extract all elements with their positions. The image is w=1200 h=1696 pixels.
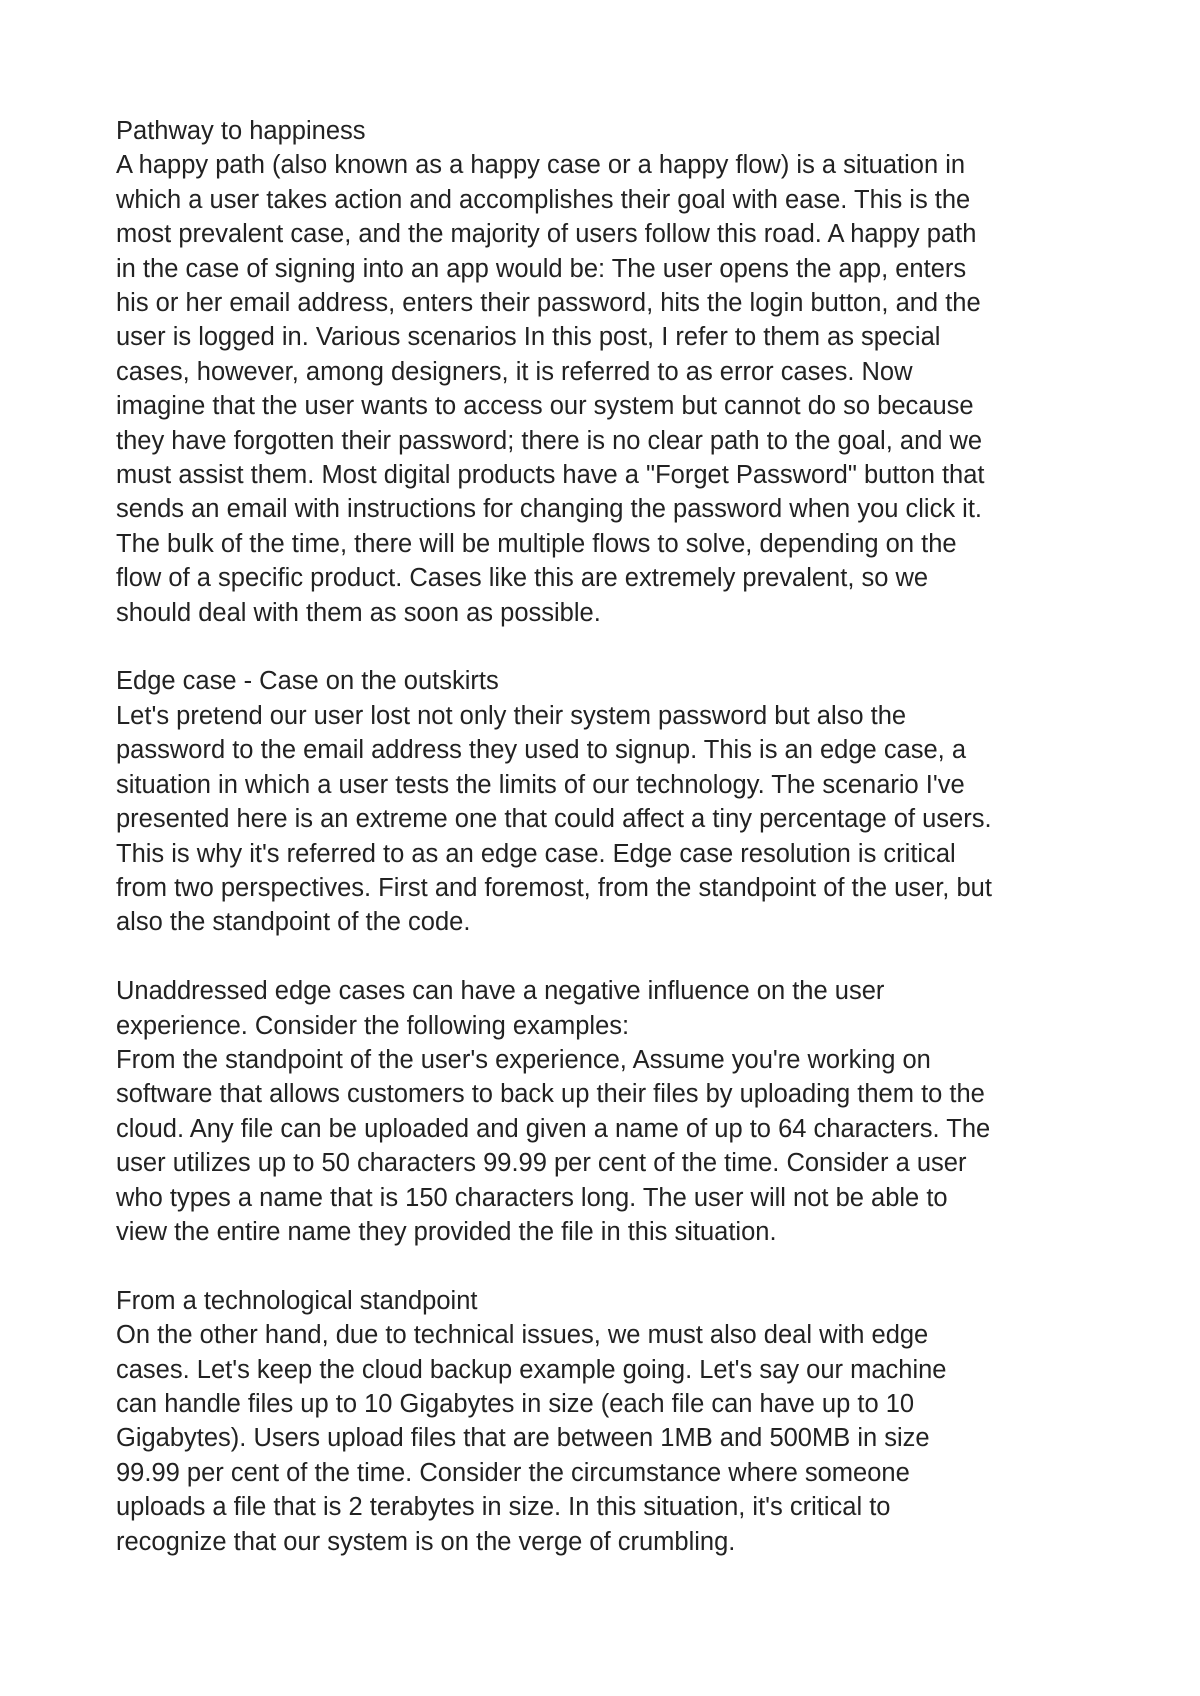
paragraph-line: imagine that the user wants to access our system but cannot do so because [116, 392, 974, 421]
section-gap [116, 940, 1116, 974]
paragraph-line: On the other hand, due to technical issues, we must also deal with edge [116, 1321, 929, 1350]
document-page [116, 114, 1116, 1559]
paragraph-line: flow of a specific product. Cases like this are extremely prevalent, so we [116, 564, 929, 593]
paragraph-line: cases. Let's keep the cloud backup example going. Let's say our machine [116, 1355, 947, 1384]
paragraph-line: experience. Consider the following examples: [116, 1011, 630, 1040]
paragraph-line: 99.99 per cent of the time. Consider the circumstance where someone [116, 1458, 910, 1487]
paragraph-line: can handle files up to 10 Gigabytes in size (each file can have up to 10 [116, 1389, 915, 1418]
paragraph-line: recognize that our system is on the verge of crumbling. [116, 1527, 736, 1556]
paragraph-line: his or her email address, enters their password, hits the login button, and the [116, 289, 981, 318]
paragraph-line: view the entire name they provided the file in this situation. [116, 1217, 777, 1246]
section-gap [116, 1249, 1116, 1283]
paragraph-line: in the case of signing into an app would be: The user opens the app, enters [116, 254, 967, 283]
section-heading: Edge case - Case on the outskirts [116, 667, 499, 696]
paragraph-line: should deal with them as soon as possible. [116, 598, 601, 627]
paragraph-line: most prevalent case, and the majority of users follow this road. A happy path [116, 220, 977, 249]
paragraph-line: must assist them. Most digital products have a "Forget Password" button that [116, 461, 985, 490]
paragraph-line: user is logged in. Various scenarios In this post, I refer to them as special [116, 323, 941, 352]
paragraph [116, 974, 1116, 1249]
paragraph-line: also the standpoint of the code. [116, 908, 471, 937]
paragraph-line: presented here is an extreme one that could affect a tiny percentage of users. [116, 805, 992, 834]
document-section [116, 974, 1116, 1249]
paragraph-line: cases, however, among designers, it is referred to as error cases. Now [116, 357, 913, 386]
paragraph [116, 1318, 1116, 1559]
paragraph-line: uploads a file that is 2 terabytes in size. In this situation, it's critical to [116, 1493, 891, 1522]
section-heading: Pathway to happiness [116, 117, 366, 145]
document-section [116, 114, 1116, 630]
paragraph-line: which a user takes action and accomplishes their goal with ease. This is the [116, 185, 971, 214]
paragraph-line: The bulk of the time, there will be multiple flows to solve, depending on the [116, 529, 957, 558]
section-heading: From a technological standpoint [116, 1286, 478, 1315]
paragraph-line: A happy path (also known as a happy case or a happy flow) is a situation in [116, 151, 966, 180]
paragraph-line: Gigabytes). Users upload files that are between 1MB and 500MB in size [116, 1424, 930, 1453]
paragraph-line: From the standpoint of the user's experience, Assume you're working on [116, 1045, 931, 1074]
paragraph-line: situation in which a user tests the limits of our technology. The scenario I've [116, 770, 965, 799]
paragraph-line: software that allows customers to back up their files by uploading them to the [116, 1080, 985, 1109]
document-section [116, 1284, 1116, 1559]
paragraph-line: user utilizes up to 50 characters 99.99 per cent of the time. Consider a user [116, 1149, 967, 1178]
paragraph-line: cloud. Any file can be uploaded and given a name of up to 64 characters. The [116, 1114, 991, 1143]
paragraph-line: Let's pretend our user lost not only their system password but also the [116, 701, 907, 730]
paragraph [116, 148, 1116, 630]
paragraph-line: from two perspectives. First and foremost, from the standpoint of the user, but [116, 873, 992, 902]
paragraph-line: Unaddressed edge cases can have a negative influence on the user [116, 977, 885, 1006]
paragraph-line: who types a name that is 150 characters long. The user will not be able to [116, 1183, 948, 1212]
paragraph [116, 699, 1116, 940]
document-section [116, 664, 1116, 939]
section-gap [116, 630, 1116, 664]
paragraph-line: password to the email address they used to signup. This is an edge case, a [116, 736, 967, 765]
paragraph-line: sends an email with instructions for changing the password when you click it. [116, 495, 983, 524]
paragraph-line: they have forgotten their password; there is no clear path to the goal, and we [116, 426, 983, 455]
paragraph-line: This is why it's referred to as an edge case. Edge case resolution is critical [116, 839, 956, 868]
